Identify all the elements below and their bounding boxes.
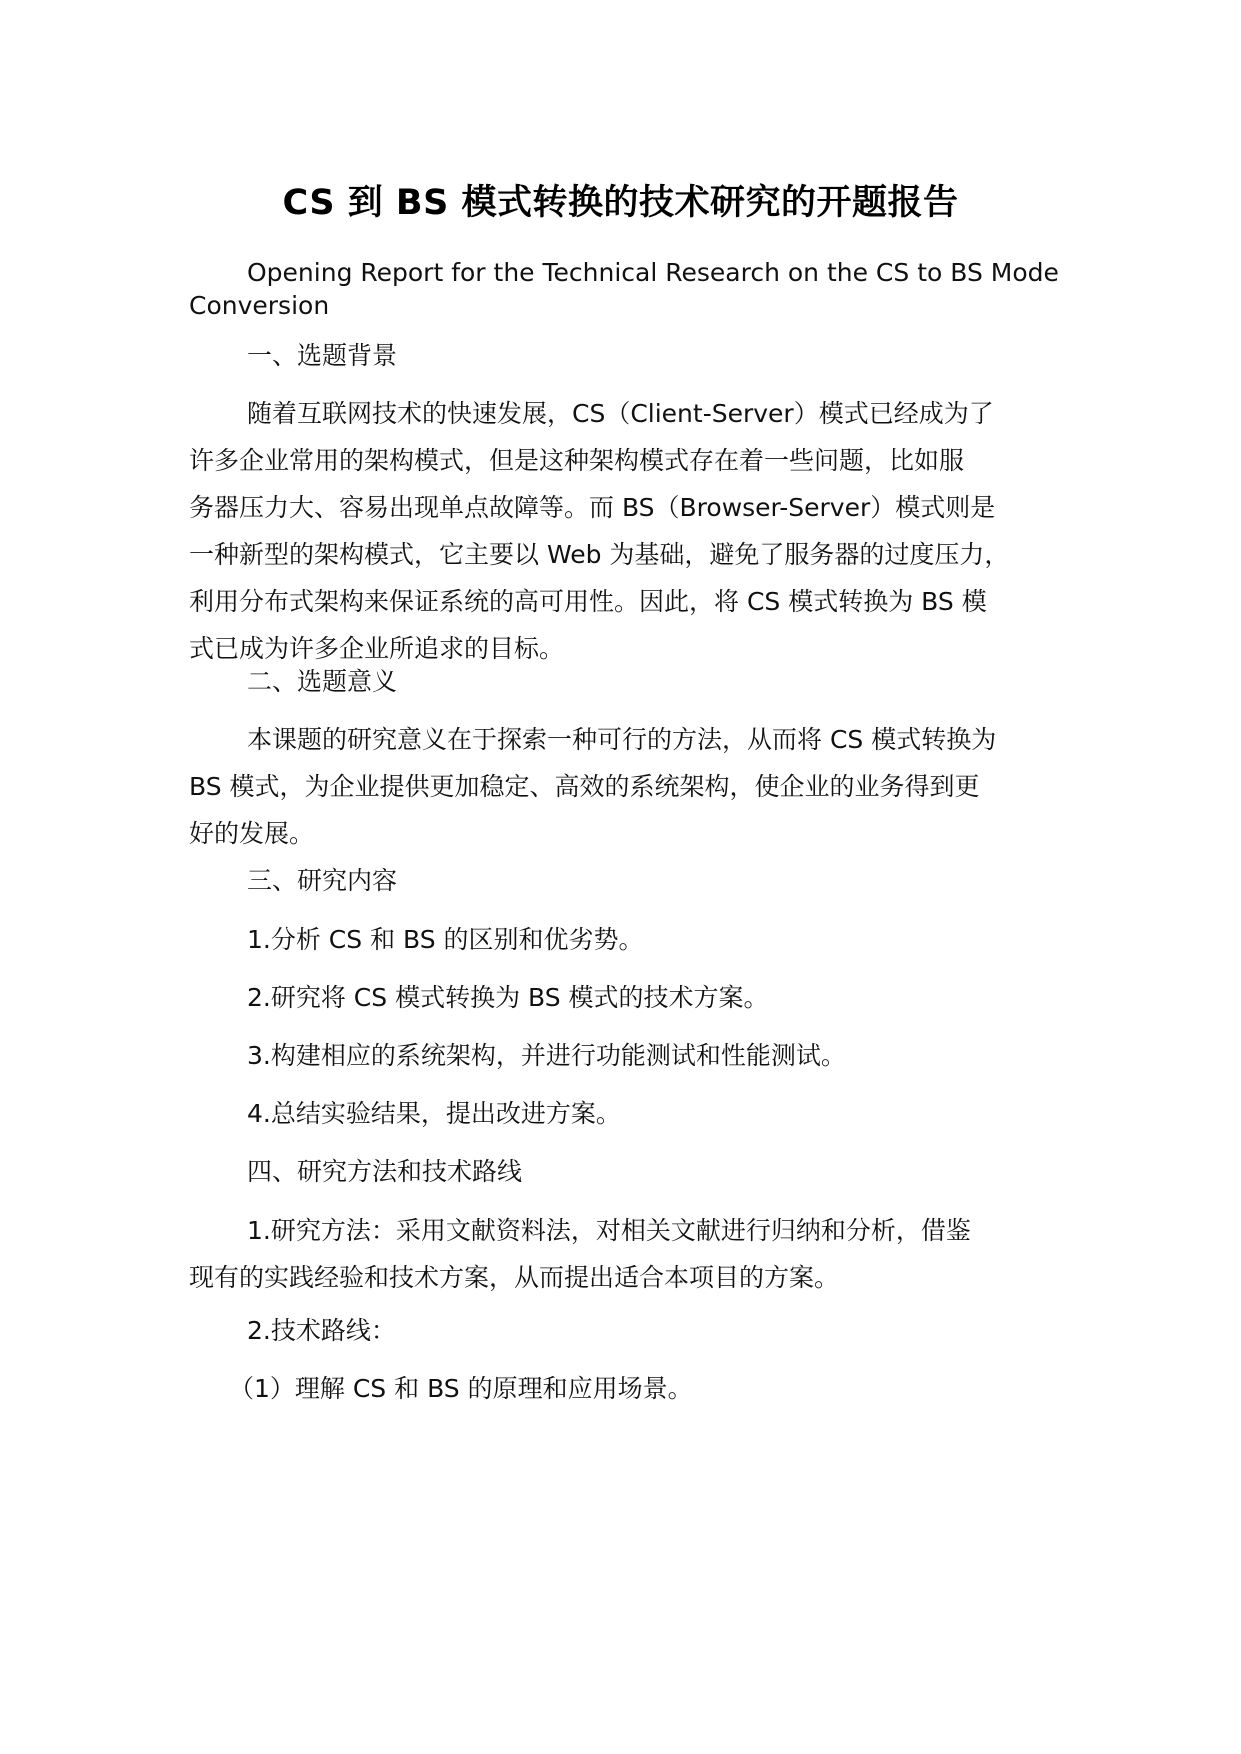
document-title: CS 到 BS 模式转换的技术研究的开题报告 xyxy=(282,183,959,223)
english-title-line-2: Conversion xyxy=(189,291,330,320)
paragraph-line: 一种新型的架构模式，它主要以 Web 为基础，避免了服务器的过度压力， xyxy=(189,540,1010,569)
route-heading: 2.技术路线： xyxy=(247,1316,396,1345)
paragraph-line: 本课题的研究意义在于探索一种可行的方法，从而将 CS 模式转换为 xyxy=(247,725,997,754)
background-paragraph xyxy=(189,390,1089,672)
content-item-1: 1.分析 CS 和 BS 的区别和优劣势。 xyxy=(247,925,644,954)
paragraph-line: 许多企业常用的架构模式，但是这种架构模式存在着一些问题，比如服 xyxy=(189,446,965,475)
section-heading-background: 一、选题背景 xyxy=(247,341,398,370)
section-heading-content: 三、研究内容 xyxy=(247,866,398,895)
paragraph-line: 1.研究方法：采用文献资料法，对相关文献进行归纳和分析，借鉴 xyxy=(247,1216,971,1245)
english-title-line-1: Opening Report for the Technical Research on the CS to BS Mode xyxy=(247,258,1059,287)
paragraph-line: 现有的实践经验和技术方案，从而提出适合本项目的方案。 xyxy=(189,1263,840,1292)
paragraph-line: 随着互联网技术的快速发展，CS（Client-Server）模式已经成为了 xyxy=(247,399,994,428)
paragraph-line: 好的发展。 xyxy=(189,819,315,848)
paragraph-line: 式已成为许多企业所追求的目标。 xyxy=(189,634,565,663)
paragraph-line: 务器压力大、容易出现单点故障等。而 BS（Browser-Server）模式则是 xyxy=(189,493,996,522)
paragraph-line: BS 模式，为企业提供更加稳定、高效的系统架构，使企业的业务得到更 xyxy=(189,772,980,801)
content-item-3: 3.构建相应的系统架构，并进行功能测试和性能测试。 xyxy=(247,1041,846,1070)
method-paragraph xyxy=(189,1207,1089,1301)
content-item-4: 4.总结实验结果，提出改进方案。 xyxy=(247,1099,621,1128)
section-heading-significance: 二、选题意义 xyxy=(247,667,398,696)
english-title xyxy=(189,256,1089,322)
section-heading-method: 四、研究方法和技术路线 xyxy=(247,1157,523,1186)
content-item-2: 2.研究将 CS 模式转换为 BS 模式的技术方案。 xyxy=(247,983,769,1012)
route-step-1: （1）理解 CS 和 BS 的原理和应用场景。 xyxy=(229,1374,693,1403)
paragraph-line: 利用分布式架构来保证系统的高可用性。因此，将 CS 模式转换为 BS 模 xyxy=(189,587,987,616)
significance-paragraph xyxy=(189,716,1089,857)
